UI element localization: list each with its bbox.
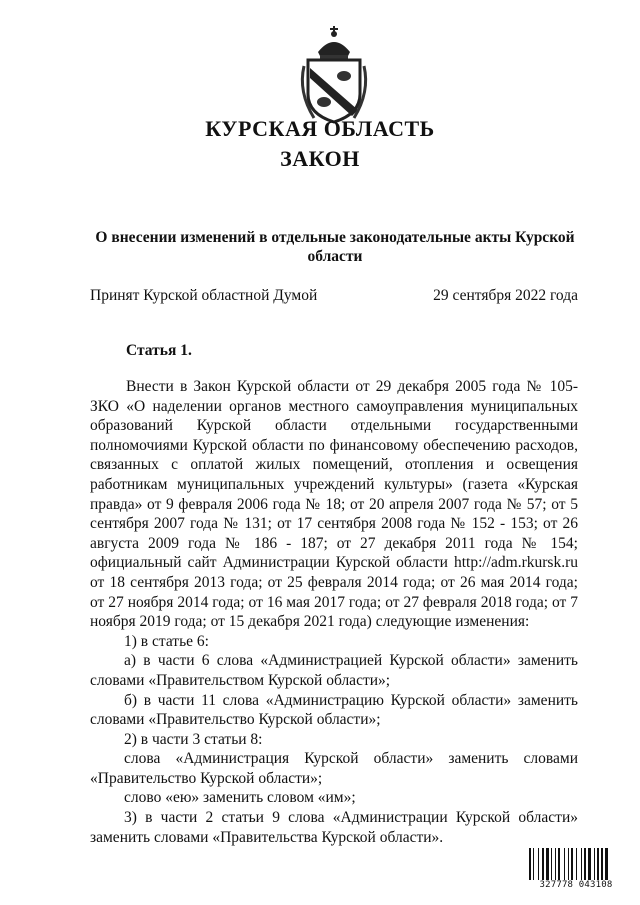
barcode-number: 327778 043108 xyxy=(528,880,624,890)
coat-of-arms-emblem xyxy=(294,22,374,126)
adoption-date: 29 сентября 2022 года xyxy=(433,287,578,304)
article-intro: Внести в Закон Курской области от 29 декабря 2005 года № 105-ЗКО «О наделении органов местного самоуправления муниципальных образований Курской области отдельными государственными полномочиями Курской области по финансовому обеспечению расходов, связанных с оплатой жилых помещений, отопления и освещения работникам муниципальных учреждений культуры» (газета «Курская правда» от 9 февраля 2006 года № 18; от 20 апреля 2007 года № 57; от 5 сентября 2007 года № 131; от 17 сентября 2008 года № 152 - 153; от 26 августа 2009 года № 186 - 187; от 27 декабря 2011 года № 154; официальный сайт Администрации Курской области http://adm.rkursk.ru от 18 сентября 2013 года; от 25 февраля 2014 года; от 26 мая 2014 года; от 27 ноября 2014 года; от 16 мая 2017 года; от 27 февраля 2018 года; от 7 ноября 2019 года; от 15 декабря 2021 года) следующие изменения: xyxy=(90,378,578,631)
article-body xyxy=(90,377,578,847)
amendment-item: слово «ею» заменить словом «им»; xyxy=(124,789,356,807)
amendment-item: 2) в части 3 статьи 8: xyxy=(124,730,263,748)
amendment-item: слова «Администрация Курской области» заменить словами «Правительство Курской области»; xyxy=(90,750,578,787)
amendment-item: 3) в части 2 статьи 9 слова «Администрации Курской области» заменить словами «Правительства Курской области». xyxy=(90,809,578,846)
amendment-item: а) в части 6 слова «Администрацией Курской области» заменить словами «Правительством Курской области»; xyxy=(90,652,578,689)
document-type-title: ЗАКОН xyxy=(280,146,360,171)
region-title: КУРСКАЯ ОБЛАСТЬ xyxy=(205,116,435,141)
amendment-item: б) в части 11 слова «Администрацию Курской области» заменить словами «Правительство Курской области»; xyxy=(90,691,578,729)
adoption-line xyxy=(90,287,578,305)
article-title: Статья 1. xyxy=(126,342,192,359)
law-subtitle: О внесении изменений в отдельные законодательные акты Курской области xyxy=(95,229,575,265)
amendment-item: 1) в статье 6: xyxy=(124,632,209,650)
adopted-by: Принят Курской областной Думой xyxy=(90,287,318,304)
